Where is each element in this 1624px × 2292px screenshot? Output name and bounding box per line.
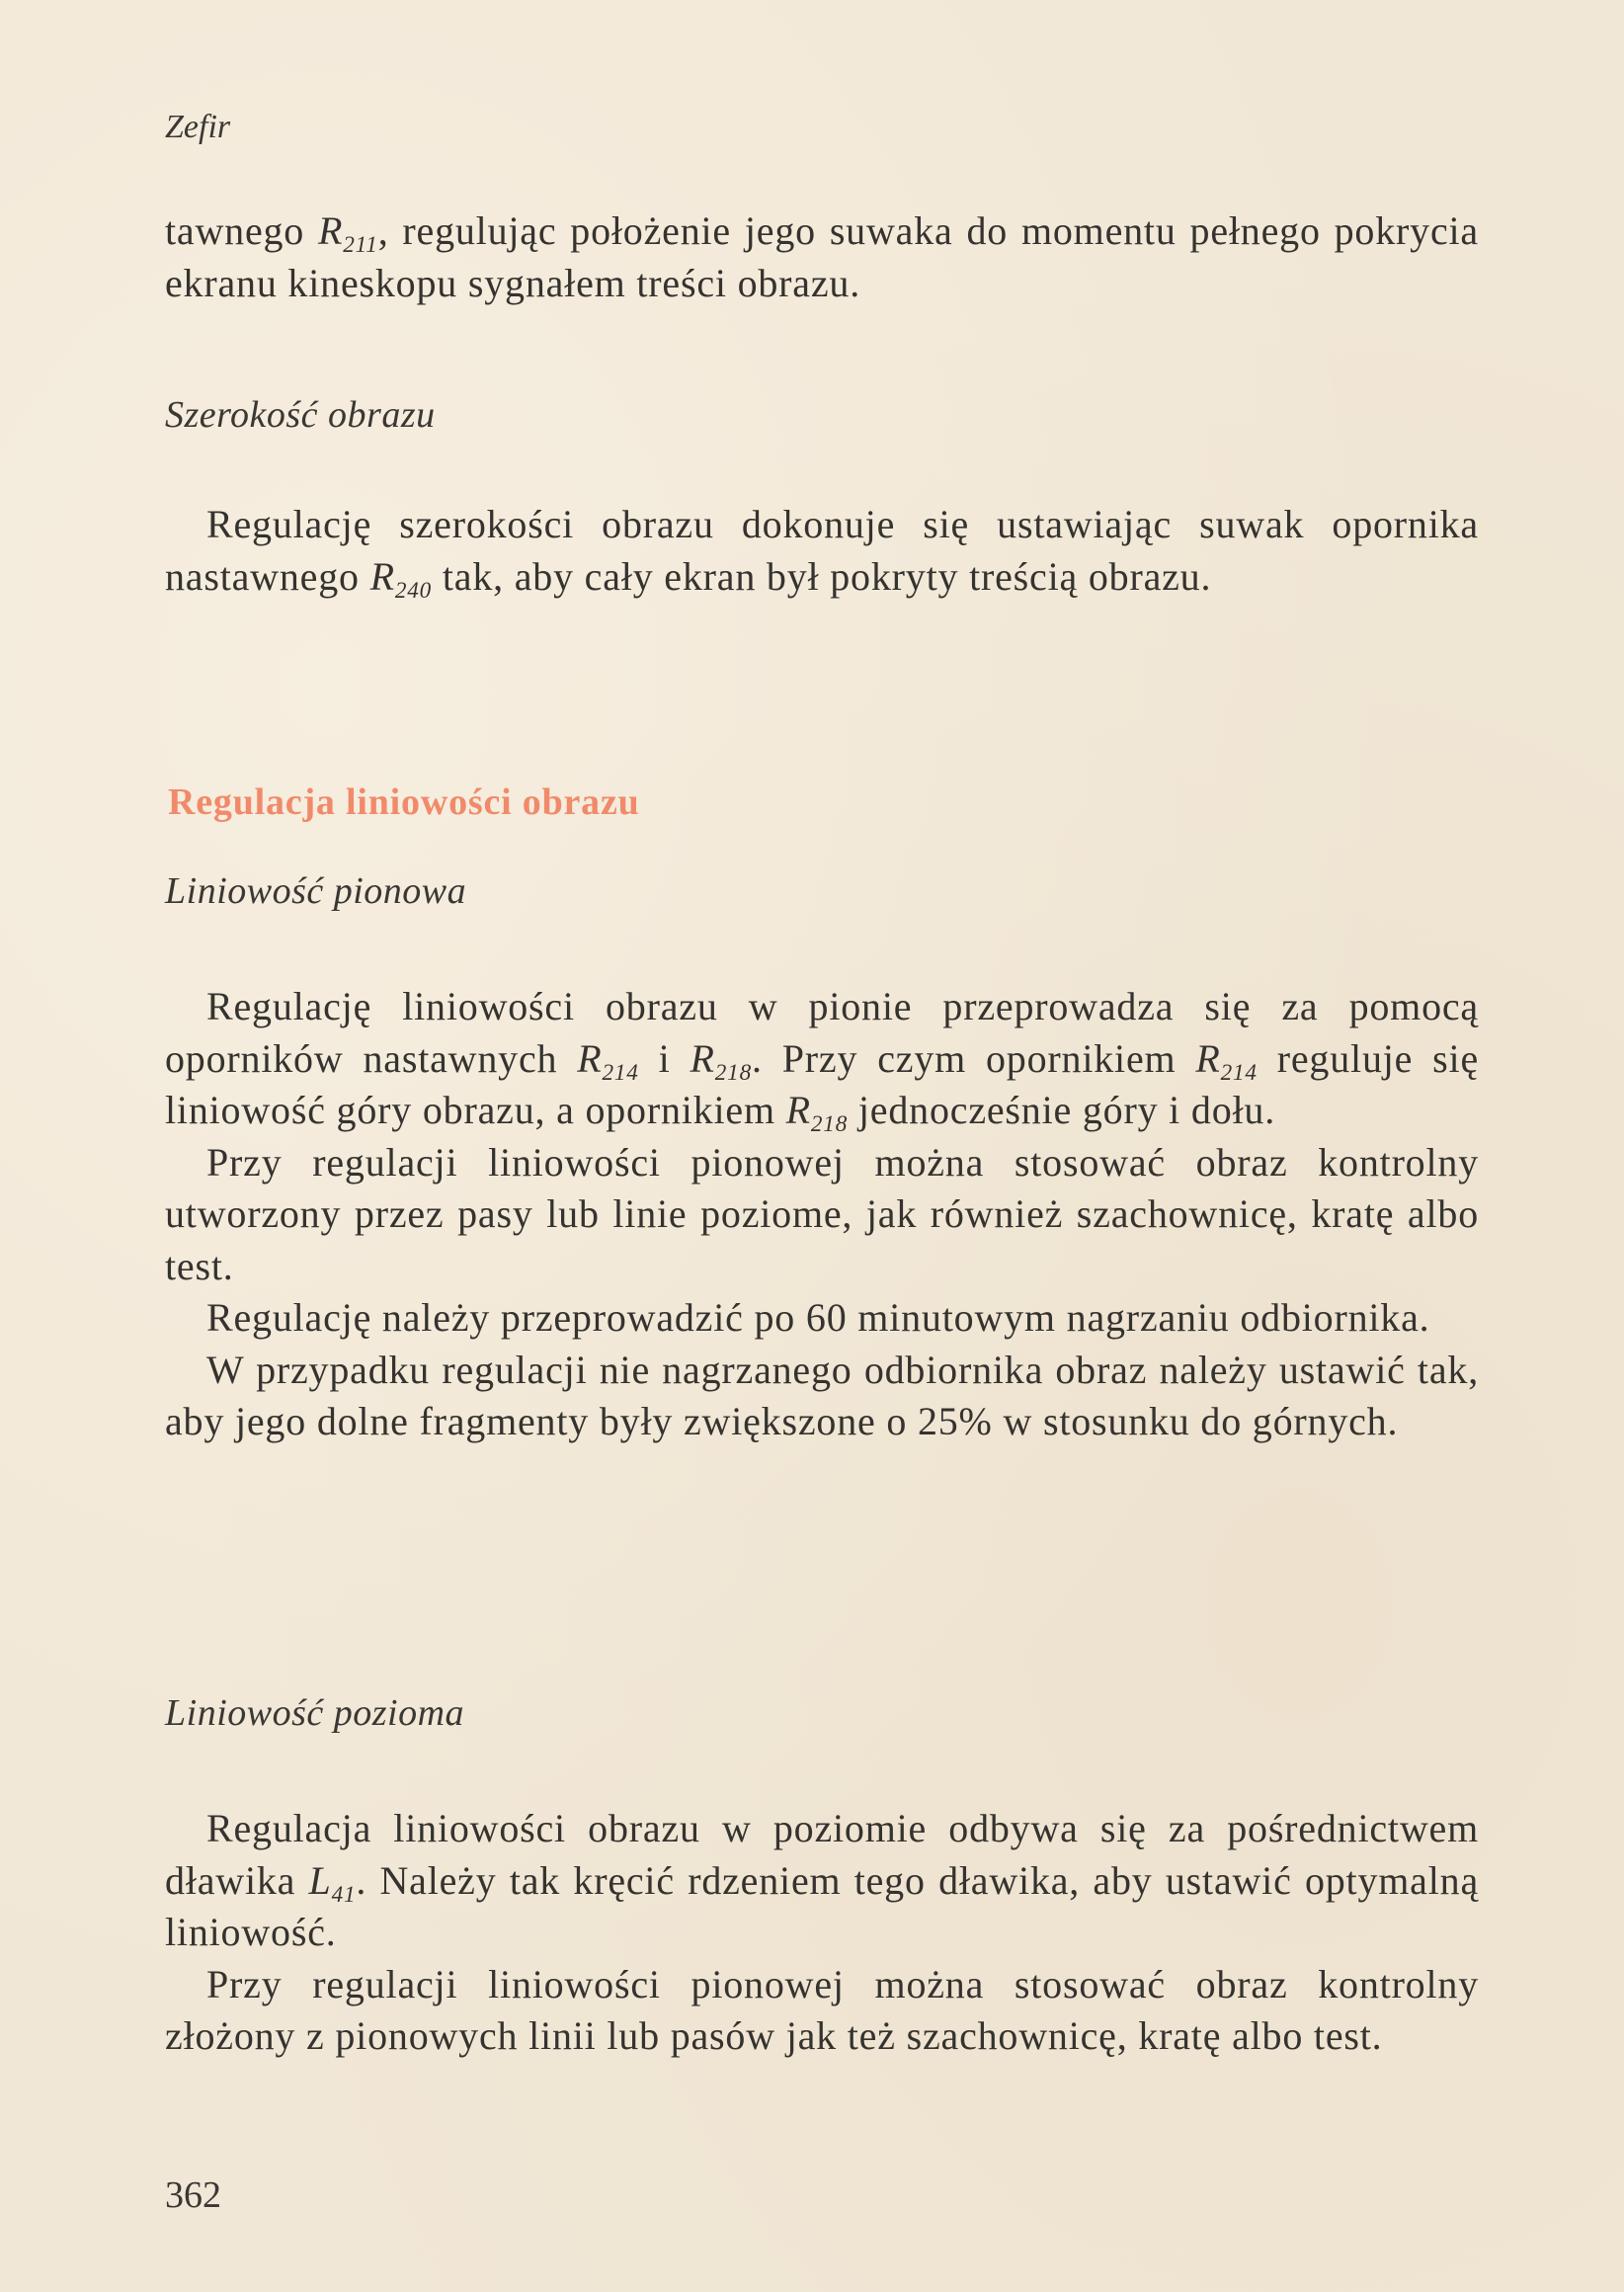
horizontal-p2: Przy regulacji liniowości pionowej można stosować obraz kontrolny złożony z pionowych linii lub pasów jak też szachownicę, kratę albo test. bbox=[165, 1961, 1479, 2058]
resistor-symbol: $R_{214}$ bbox=[1195, 1035, 1258, 1086]
resistor-symbol: $R_{240}$ bbox=[369, 553, 433, 604]
intro-paragraph bbox=[165, 205, 1479, 309]
resistor-symbol: $R_{214}$ bbox=[577, 1035, 639, 1086]
vertical-p1: Regulację liniowości obrazu w pionie przeprowadza się za pomocą oporników nastawnych $R_{214}$ i $R_{218}$. Przy czym opornikiem $R_{214}$ reguluje się liniowość góry obrazu, a opornikiem $R_{218}$ jednocześnie góry i dołu. bbox=[165, 984, 1480, 1138]
page-number: 362 bbox=[165, 2174, 221, 2216]
intro-text: tawnego $R_{211}$, regulując położenie jego suwaka do momentu pełnego pokrycia ekranu kineskopu sygnałem treści obrazu. bbox=[165, 208, 1479, 305]
vertical-p2: Przy regulacji liniowości pionowej można stosować obraz kontrolny utworzony przez pasy lub linie poziome, jak również szachownicę, kratę albo test. bbox=[165, 1139, 1479, 1288]
horizontal-p1: Regulacja liniowości obrazu w poziomie odbywa się za pośrednictwem dławika $L_{41}$. Należy tak kręcić rdzeniem tego dławika, aby ustawić optymalną liniowość. bbox=[165, 1806, 1479, 1954]
choke-symbol: $L_{41}$ bbox=[308, 1857, 357, 1908]
running-head: Zefir bbox=[165, 109, 231, 145]
subheading-vertical-linearity: Liniowość pionowa bbox=[165, 870, 467, 912]
vertical-p4: W przypadku regulacji nie nagrzanego odbiornika obraz należy ustawić tak, aby jego dolne fragmenty były zwiększone o 25% w stosunku do górnych. bbox=[165, 1347, 1479, 1443]
subheading-width: Szerokość obrazu bbox=[165, 394, 436, 436]
horizontal-linearity-text bbox=[165, 1803, 1479, 2063]
resistor-symbol: $R_{218}$ bbox=[690, 1035, 752, 1086]
vertical-linearity-text bbox=[165, 981, 1479, 1448]
vertical-p3: Regulację należy przeprowadzić po 60 minutowym nagrzaniu odbiornika. bbox=[206, 1295, 1430, 1340]
section-heading-linearity: Regulacja liniowości obrazu bbox=[168, 781, 640, 823]
resistor-symbol: $R_{218}$ bbox=[785, 1088, 849, 1138]
resistor-symbol: $R_{211}$ bbox=[318, 208, 378, 259]
subheading-horizontal-linearity: Liniowość pozioma bbox=[165, 1692, 465, 1734]
width-paragraph: Regulację szerokości obrazu dokonuje się ustawiając suwak opornika nastawnego $R_{240}$ tak, aby cały ekran był pokryty treścią obrazu. bbox=[165, 502, 1479, 604]
